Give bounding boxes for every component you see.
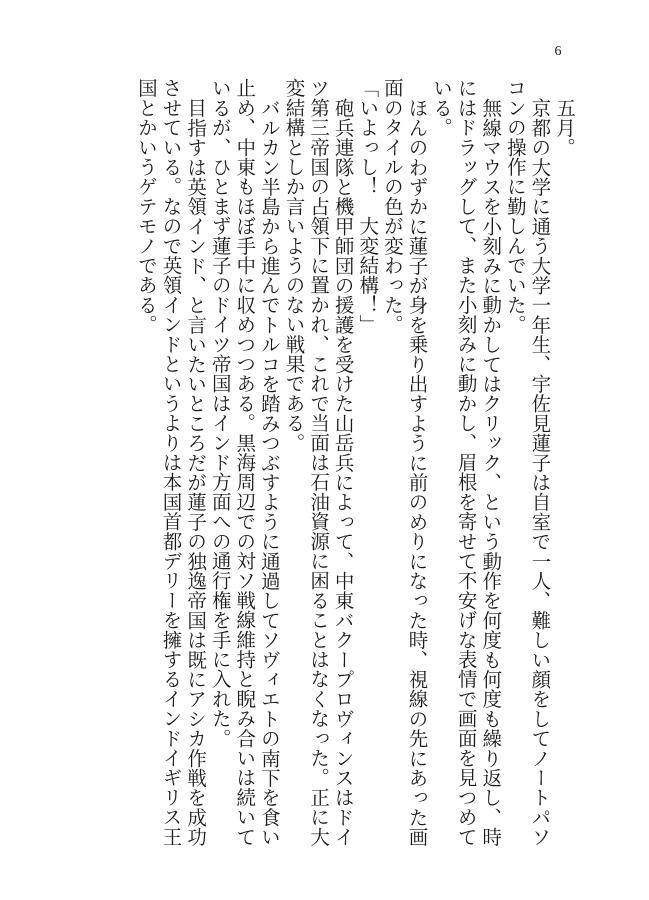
- paragraph-india: 目指すは英領インド、と言いたいところだが蓮子の独逸帝国は既にアシカ作戦を成功させている。なので英領インドというよりは本国首都デリーを擁するインドイギリス王国とかいうゲテモノである。: [134, 78, 208, 847]
- paragraph-balkan: バルカン半島から進んでトルコを踏みつぶすように通過してソヴィエトの南下を食い止め、中東もほぼ手中に収めつつある。黒海周辺での対ソ戦線維持と睨み合いは続いているが、ひとまず蓮子のドイツ帝国はインド方面への通行権を手に入れた。: [208, 78, 281, 847]
- paragraph-dialogue: 「いよっし！ 大変結構！」: [356, 78, 380, 335]
- paragraph-mouse: 無線マウスを小刻みに動かしてはクリック、という動作を何度も何度も繰り返し、時にはドラッグして、また小刻みに動かし、眉根を寄せて不安げな表情で画面を見つめている。: [430, 78, 503, 847]
- paragraph-tile-change: ほんのわずかに蓮子が身を乗り出すように前のめりになった時、視線の先にあった画面のタイルの色が変わった。: [380, 78, 429, 847]
- paragraph-opening: 五月。: [553, 97, 576, 157]
- page-number: 6: [554, 44, 562, 59]
- paragraph-baku: 砲兵連隊と機甲師団の援護を受けた山岳兵によって、中東バクープロヴィンスはドイツ第三帝国の占領下に置かれ、これで当面は石油資源に困ることはなくなった。正に大変結構としか言いようのない戦果である。: [282, 78, 355, 847]
- paragraph-renko-intro: 京都の大学に通う大学一年生、宇佐見蓮子は自室で一人、難しい顔をしてノートパソコンの操作に勤しんでいた。: [503, 78, 552, 847]
- body-text: [96, 78, 576, 858]
